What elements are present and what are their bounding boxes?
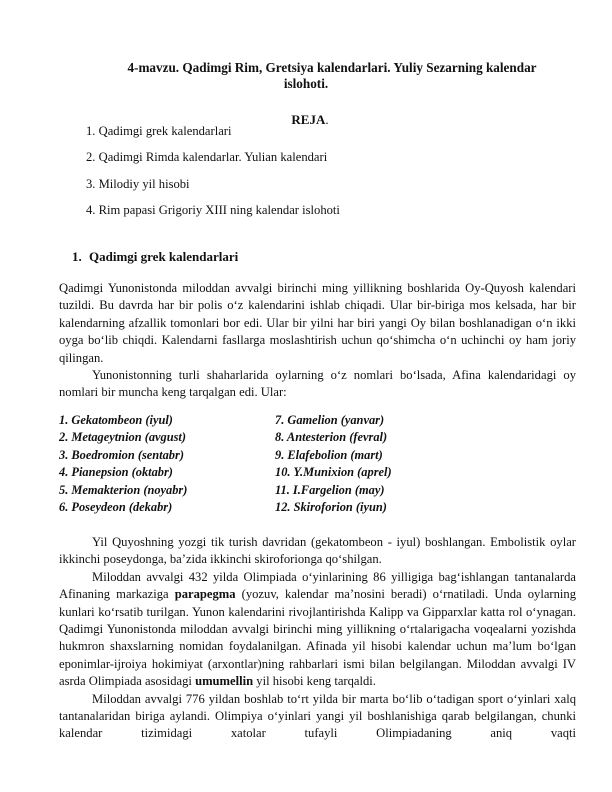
paragraph-5: Miloddan avvalgi 776 yildan boshlab to‘rt yilda bir marta bo‘lib o‘tadigan sport o‘yinlari xalq tantanalaridan biriga aylandi. Olimpiya o‘yinlari yangi yil boshlanishiga qarab belgilangan, chunki kalendar tizimidagi xatolar tufayli Olimpiadaning aniq vaqti bbox=[59, 691, 576, 741]
month-row bbox=[59, 464, 459, 481]
section-number: 1. bbox=[72, 249, 82, 264]
month-item: 2. Metageytnion (avgust) bbox=[59, 430, 186, 445]
section-heading bbox=[72, 249, 238, 265]
plan-item-4: 4. Rim papasi Grigoriy XIII ning kalendar islohoti bbox=[86, 203, 340, 217]
term-parapegma: parapegma bbox=[174, 587, 236, 602]
body-text-top bbox=[59, 280, 576, 402]
paragraph-4-text: (yozuv, kalendar ma’nosini beradi) o‘rnatiladi. Unda oylarning kunlari ko‘rsatib turilgan. Yunon kalendarini rivojlantirishda Kalipp va Gipparxlar katta rol o‘ynagan. Qadimgi Yunonistonda miloddan avvalgi birinchi ming yillikning o‘rtalarigacha voqealarni yozishda hukmron shaxslarning nomidan foydalanilgan. Afinada yil hisobi kalendar uchun ma’lum bo‘lgan eponimlar-ijroiya hokimiyat (arxontlar)ning rahbarlari ismi bilan belgilangan. Miloddan avvalgi IV asrda Olimpiada asosidagi bbox=[59, 587, 576, 689]
paragraph-2: Yunonistonning turli shaharlarida oylarning o‘z nomlari bo‘lsada, Afina kalendaridagi oy nomlari bir muncha keng tarqalgan edi. Ular: bbox=[59, 368, 576, 400]
paragraph-3: Yil Quyoshning yozgi tik turish davridan (gekatombeon - iyul) boshlangan. Embolistik oylar ikkinchi poseydonga, ba’zida ikkinchi skiroforionga qo‘shilgan. bbox=[59, 535, 576, 567]
term-umumellin: umumellin bbox=[195, 674, 254, 689]
paragraph-1: Qadimgi Yunonistonda miloddan avvalgi birinchi ming yillikning boshlarida Oy-Quyosh kalendari tuzildi. Bu davrda har bir polis o‘z kalendarini ishlab chiqadi. Ular bir-biriga mos kelsada, har bir kalendarning afzallik tomonlari bor edi. Ular bir yilni har biri yangi Oy bilan boshlanadigan o‘n ikki oyga bo‘lib chiqdi. Kalendarni fasllarga moslashtirish uchun qo‘shimcha o‘n uchinchi oy ham joriy qilingan. bbox=[59, 281, 576, 365]
month-row bbox=[59, 429, 459, 446]
section-title: Qadimgi grek kalendarlari bbox=[89, 249, 239, 264]
plan-item-1: 1. Qadimgi grek kalendarlari bbox=[86, 124, 232, 138]
plan-item-2: 2. Qadimgi Rimda kalendarlar. Yulian kalendari bbox=[86, 150, 328, 164]
title-line-2: islohoti. bbox=[283, 76, 329, 91]
plan-heading-suffix: . bbox=[325, 112, 329, 127]
month-row bbox=[59, 412, 459, 429]
month-item: 1. Gekatombeon (iyul) bbox=[59, 413, 173, 427]
month-item: 11. I.Fargelion (may) bbox=[275, 482, 385, 497]
title-line-1: 4-mavzu. Qadimgi Rim, Gretsiya kalendarlari. Yuliy Sezarning kalendar bbox=[127, 60, 537, 75]
paragraph-4-text: yil hisobi keng tarqaldi. bbox=[253, 674, 376, 689]
month-list bbox=[59, 412, 459, 516]
month-row bbox=[59, 499, 459, 516]
month-item: 5. Memakterion (noyabr) bbox=[59, 482, 188, 497]
month-item: 4. Pianepsion (oktabr) bbox=[59, 465, 173, 480]
month-item: 9. Elafebolion (mart) bbox=[275, 447, 383, 462]
document-title bbox=[0, 60, 612, 92]
month-item: 6. Poseydeon (dekabr) bbox=[59, 499, 173, 514]
month-item: 8. Antesterion (fevral) bbox=[275, 430, 388, 445]
month-row bbox=[59, 447, 459, 464]
month-row bbox=[59, 482, 459, 499]
month-item: 3. Boedromion (sentabr) bbox=[59, 447, 184, 462]
body-text-bottom bbox=[59, 534, 576, 743]
paragraph-4 bbox=[59, 569, 576, 691]
month-item: 12. Skiroforion (iyun) bbox=[275, 499, 387, 514]
plan-heading-text: REJA bbox=[291, 112, 326, 127]
month-item: 7. Gamelion (yanvar) bbox=[275, 413, 385, 427]
paragraph-4-text: Miloddan avvalgi 432 yilda Olimpiada o‘yinlarining 86 yilligiga bag‘ishlangan tantanalarda Afinaning markaziga bbox=[59, 569, 576, 602]
plan-item-3: 3. Milodiy yil hisobi bbox=[86, 177, 190, 191]
month-item: 10. Y.Munixion (aprel) bbox=[275, 465, 392, 480]
